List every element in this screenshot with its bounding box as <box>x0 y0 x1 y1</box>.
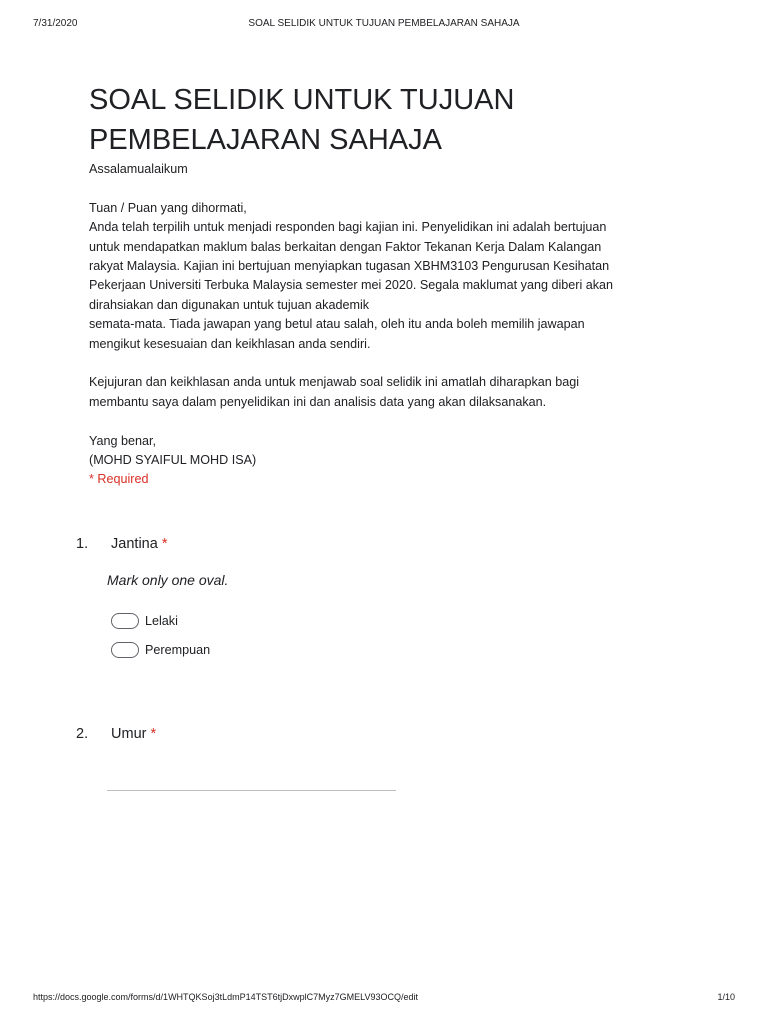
print-footer-page: 1/10 <box>717 992 735 1002</box>
description-line <box>89 354 669 373</box>
description-line: mengikut kesesuaian dan keikhlasan anda sendiri. <box>89 336 371 351</box>
description-line: Pekerjaan Universiti Terbuka Malaysia semester mei 2020. Segala maklumat yang diberi akan <box>89 278 614 293</box>
description-line: Anda telah terpilih untuk menjadi responden bagi kajian ini. Penyelidikan ini adalah bertujuan <box>89 220 607 235</box>
question-label: Umur <box>111 726 147 742</box>
option-perempuan[interactable] <box>111 640 210 659</box>
description-line: dirahsiakan dan digunakan untuk tujuan akademik <box>89 297 370 312</box>
description-line <box>89 412 669 431</box>
description-line: Yang benar, <box>89 433 156 448</box>
question-label: Jantina <box>111 536 158 552</box>
description-line: Assalamualaikum <box>89 162 188 176</box>
radio-oval[interactable] <box>111 613 139 629</box>
umur-answer-field[interactable] <box>107 790 396 791</box>
form-title <box>89 80 689 160</box>
option-label: Lelaki <box>145 613 178 628</box>
description-line: rakyat Malaysia. Kajian ini bertujuan menyiapkan tugasan XBHM3103 Pengurusan Kesihatan <box>89 259 610 274</box>
description-line: Kejujuran dan keikhlasan anda untuk menjawab soal selidik ini amatlah diharapkan bagi <box>89 375 580 390</box>
required-asterisk: * <box>150 726 157 742</box>
print-header-title: SOAL SELIDIK UNTUK TUJUAN PEMBELAJARAN SAHAJA <box>248 18 520 29</box>
option-lelaki[interactable] <box>111 611 178 630</box>
description-line: membantu saya dalam penyelidikan ini dan analisis data yang akan dilaksanakan. <box>89 394 547 409</box>
required-asterisk: * <box>161 536 168 552</box>
question-number: 2. <box>76 726 89 742</box>
radio-oval[interactable] <box>111 642 139 658</box>
question-2-title <box>76 726 156 742</box>
form-title-line-1: SOAL SELIDIK UNTUK TUJUAN <box>89 84 515 116</box>
print-header-date: 7/31/2020 <box>33 18 78 29</box>
description-line: (MOHD SYAIFUL MOHD ISA) <box>89 453 257 468</box>
description-line: semata-mata. Tiada jawapan yang betul atau salah, oleh itu anda boleh memilih jawapan <box>89 317 585 332</box>
form-title-line-2: PEMBELAJARAN SAHAJA <box>89 124 442 156</box>
description-line <box>89 179 669 198</box>
description-line: Tuan / Puan yang dihormati, <box>89 200 247 215</box>
option-label: Perempuan <box>145 642 211 657</box>
required-note: * Required <box>89 472 149 487</box>
question-1-title <box>76 536 167 552</box>
question-number: 1. <box>76 536 89 552</box>
print-footer-url: https://docs.google.com/forms/d/1WHTQKSoj3tLdmP14TST6tjDxwplC7Myz7GMELV93OCQ/edit <box>33 992 418 1002</box>
description-line: untuk mendapatkan maklum balas berkaitan dengan Faktor Tekanan Kerja Dalam Kalangan <box>89 239 602 254</box>
form-description <box>89 160 669 490</box>
question-1-hint: Mark only one oval. <box>107 572 229 588</box>
